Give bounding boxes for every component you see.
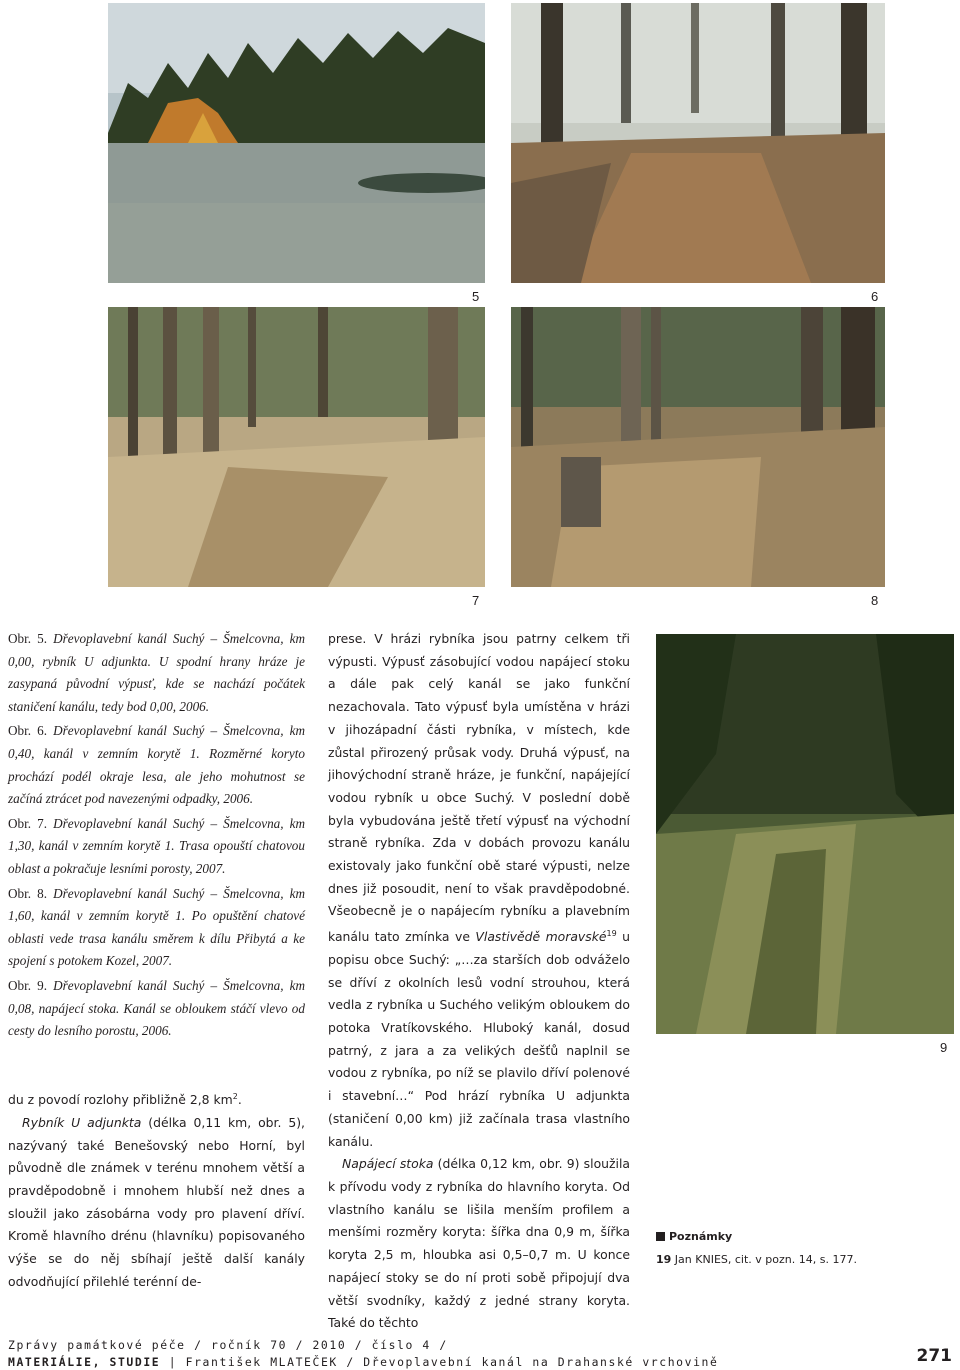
caption-7: Obr. 7. Dřevoplavební kanál Suchý – Šmelcovna, km 1,30, kanál v zemním korytě 1. Trasa opouští chatovou oblast a pokračuje lesními porosty, 2007. (8, 815, 306, 876)
figure-number: 6 (871, 289, 879, 304)
caption-8: Obr. 8. Dřevoplavební kanál Suchý – Šmelcovna, km 1,60, kanál v zemním korytě 1. Po opuštění chatové oblasti vede trasa kanálu směrem k dílu Přibytá a ke spojení s potokem Kozel, 2007. (8, 885, 306, 969)
figure-number: 5 (472, 289, 480, 304)
figure-number: 9 (940, 1040, 948, 1055)
caption-6: Obr. 6. Dřevoplavební kanál Suchý – Šmelcovna, km 0,40, kanál v zemním korytě 1. Rozměrné koryto prochází podél okraje lesa, ale jeho mohutnost se začíná ztrácet pod navezenými odpadky, 2006. (8, 723, 306, 807)
figure-number: 7 (472, 593, 480, 608)
body-column-left (8, 1086, 305, 1293)
photo-grassy-canal (656, 634, 954, 1034)
footnote-19: 19 Jan KNIES, cit. v pozn. 14, s. 177. (656, 1253, 857, 1266)
footer-journal: Zprávy památkové péče / ročník 70 / 2010 / číslo 4 / (8, 1338, 448, 1352)
notes-heading: Poznámky (656, 1230, 732, 1243)
figure-captions (8, 628, 305, 1045)
photo-forest-canal (511, 3, 885, 283)
photo-canal-spruce-forest (108, 307, 485, 587)
caption-9: Obr. 9. Dřevoplavební kanál Suchý – Šmelcovna, km 0,08, napájecí stoka. Kanál se obloukem stáčí vlevo od cesty do lesního porostu, 2006. (8, 977, 306, 1039)
photo-pond (108, 3, 485, 283)
paragraph: du z povodí rozlohy přibližně 2,8 $km^2$. (8, 1092, 242, 1108)
paragraph: Rybník U adjunkta (délka 0,11 km, obr. 5), nazývaný také Benešovský nebo Horní, byl původně dle známek v terénu mnohem větší a pravděpodobně i mnohem hlubší než dnes a sloužil jako zásobárna vody pro plavení dříví. Kromě hlavního drénu (hlavníku) popisovaného výše se do něj sbíhají ještě další kanály odvodňující přilehlé terénní de- (8, 1114, 305, 1289)
photo-canal-fallen-trees (511, 307, 885, 587)
caption-5: Obr. 5. Dřevoplavební kanál Suchý – Šmelcovna, km 0,00, rybník U adjunkta. U spodní hrany hráze je zasypaná původní výpusť, kde se nachází počátek staničení kanálu, tedy bod 0,00, 2006. (8, 631, 306, 714)
figure-number: 8 (871, 593, 879, 608)
square-bullet-icon (656, 1232, 665, 1241)
footer-article: MATERIÁLIE, STUDIE | František MLATEČEK / Dřevoplavební kanál na Drahanské vrchovině (8, 1355, 719, 1369)
body-column-middle (328, 628, 630, 1335)
paragraph: Napájecí stoka (délka 0,12 km, obr. 9) sloužila k přívodu vody z rybníka do hlavního koryta. Od vlastního kanálu se lišila menším profilem a menšími rozměry koryta: šířka dna 0,9 m, šířka koryta 2,5 m, hloubka asi 0,5–0,7 m. U konce napájecí stoky se do ní proti sobě připojují dva větší svodníky, každý z jedné strany koryta. Také do těchto (328, 1156, 630, 1331)
paragraph: prese. V hrázi rybníka jsou patrny celkem tři výpusti. Výpusť zásobující vodou napájecí stoku a dále pak celý kanál se jako funkční nezachovala. Tato výpusť byla umístěna v hrázi v jihozápadní části rybníka, v místech, kde zůstal přirozený průsak vody. Druhá výpusť, na jihovýchodní straně hráze, je funkční, napájející vodou rybník u obce Suchý. V poslední době byla vybudována ještě třetí výpusť na východní straně rybníka. Zda v dobách provozu kanálu existovaly jako funkční obě staré výpusti, nelze dnes již posoudit, není to však pravděpodobné. Všeobecně je o napájecím rybníku a plavebním kanálu tato zmínka ve Vlastivědě moravské$^{19}$ u popisu obce Suchý: „…za starších dob odváželo se dříví z okolních lesů vodní strouhou, která vedla z rybníka u Suchého velikým obloukem do potoka Vratíkovského. Hluboký kanál, dosud patrný, z jara a za velikých dešťů naplnil se vodou z rybníka, po níž se plavilo dříví polenové i stavební…“ Pod hrází rybníka U adjunkta (staničení 0,00 km) již začínala trasa vlastního kanálu. (328, 631, 631, 1149)
page-number: 271 (916, 1346, 952, 1366)
